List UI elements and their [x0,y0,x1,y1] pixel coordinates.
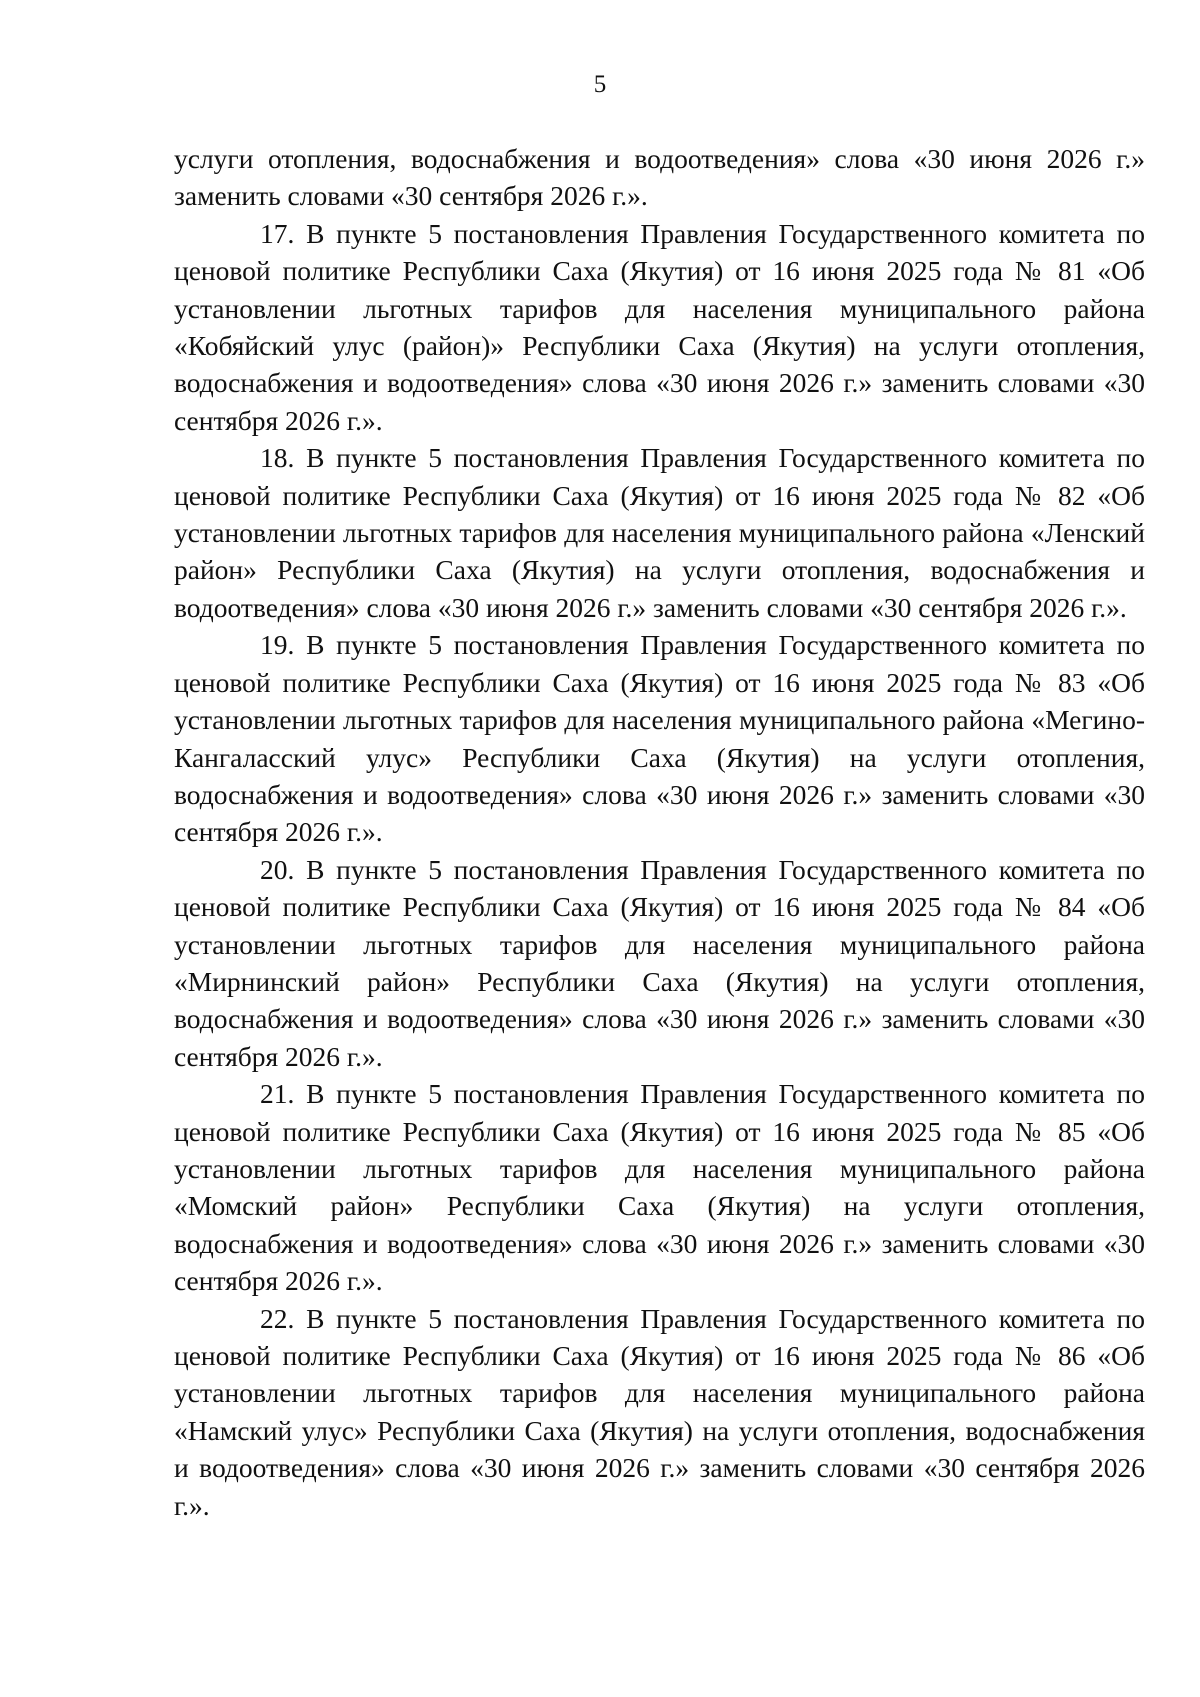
paragraph-item-19: 19. В пункте 5 постановления Правления Государственного комитета по ценовой политике Республики Саха (Якутия) от 16 июня 2025 года № 83 «Об установлении льготных тарифов для населения муниципального района «Мегино-Кангаласский улус» Республики Саха (Якутия) на услуги отопления, водоснабжения и водоотведения» слова «30 июня 2026 г.» заменить словами «30 сентября 2026 г.». [174,629,1145,848]
document-body [174,140,1145,1524]
page-number: 5 [593,71,607,98]
paragraph-item-21: 21. В пункте 5 постановления Правления Государственного комитета по ценовой политике Республики Саха (Якутия) от 16 июня 2025 года № 85 «Об установлении льготных тарифов для населения муниципального района «Момский район» Республики Саха (Якутия) на услуги отопления, водоснабжения и водоотведения» слова «30 июня 2026 г.» заменить словами «30 сентября 2026 г.». [174,1078,1145,1297]
paragraph-item-22: 22. В пункте 5 постановления Правления Государственного комитета по ценовой политике Республики Саха (Якутия) от 16 июня 2025 года № 86 «Об установлении льготных тарифов для населения муниципального района «Намский улус» Республики Саха (Якутия) на услуги отопления, водоснабжения и водоотведения» слова «30 июня 2026 г.» заменить словами «30 сентября 2026 г.». [174,1302,1145,1521]
paragraph-item-18: 18. В пункте 5 постановления Правления Государственного комитета по ценовой политике Республики Саха (Якутия) от 16 июня 2025 года № 82 «Об установлении льготных тарифов для населения муниципального района «Ленский район» Республики Саха (Якутия) на услуги отопления, водоснабжения и водоотведения» слова «30 июня 2026 г.» заменить словами «30 сентября 2026 г.». [174,442,1145,623]
paragraph-continuation: услуги отопления, водоснабжения и водоотведения» слова «30 июня 2026 г.» заменить словами «30 сентября 2026 г.». [174,143,1145,212]
paragraph-item-17: 17. В пункте 5 постановления Правления Государственного комитета по ценовой политике Республики Саха (Якутия) от 16 июня 2025 года № 81 «Об установлении льготных тарифов для населения муниципального района «Кобяйский улус (район)» Республики Саха (Якутия) на услуги отопления, водоснабжения и водоотведения» слова «30 июня 2026 г.» заменить словами «30 сентября 2026 г.». [174,217,1145,436]
paragraph-item-20: 20. В пункте 5 постановления Правления Государственного комитета по ценовой политике Республики Саха (Якутия) от 16 июня 2025 года № 84 «Об установлении льготных тарифов для населения муниципального района «Мирнинский район» Республики Саха (Якутия) на услуги отопления, водоснабжения и водоотведения» слова «30 июня 2026 г.» заменить словами «30 сентября 2026 г.». [174,853,1145,1072]
